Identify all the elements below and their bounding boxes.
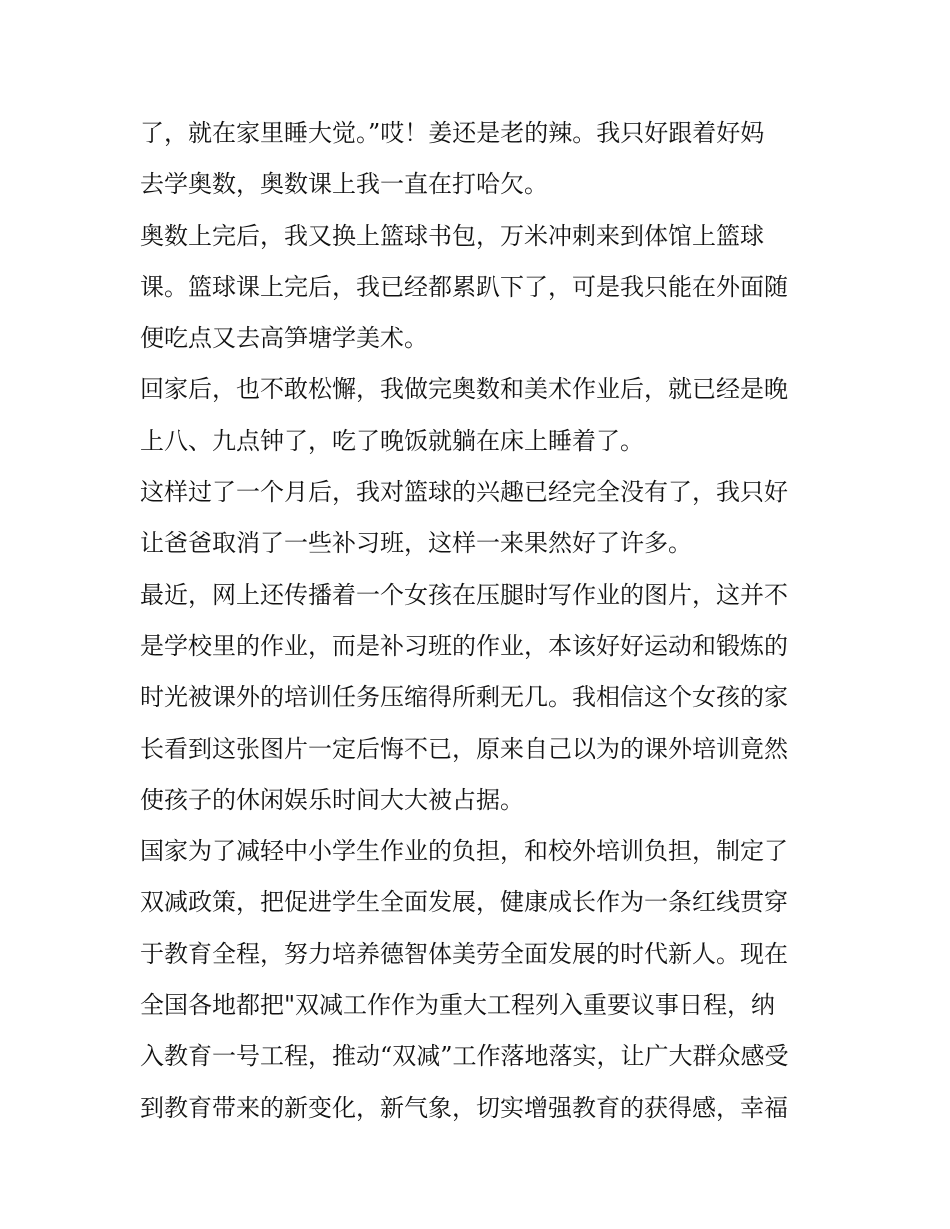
text-line: 了，就在家里睡大觉。”哎！姜还是老的辣。我只好跟着好妈	[140, 119, 765, 147]
text-line: 这样过了一个月后，我对篮球的兴趣已经完全没有了，我只好	[140, 478, 788, 507]
text-line: 双减政策，把促进学生全面发展，健康成长作为一条红线贯穿	[140, 888, 788, 917]
text-line: 国家为了减轻中小学生作业的负担，和校外培训负担，制定了	[140, 837, 788, 866]
text-line: 长看到这张图片一定后悔不已，原来自己以为的课外培训竟然	[140, 734, 788, 763]
text-line: 回家后，也不敢松懈，我做完奥数和美术作业后，就已经是晚	[140, 375, 788, 404]
text-line: 最近，网上还传播着一个女孩在压腿时写作业的图片，这并不	[140, 580, 788, 609]
text-line: 上八、九点钟了，吃了晚饭就躺在床上睡着了。	[140, 426, 644, 455]
text-line: 去学奥数，奥数课上我一直在打哈欠。	[140, 170, 548, 199]
text-line: 使孩子的休闲娱乐时间大大被占据。	[140, 785, 524, 814]
text-line: 是学校里的作业，而是补习班的作业，本该好好运动和锻炼的	[140, 631, 788, 660]
text-line: 于教育全程，努力培养德智体美劳全面发展的时代新人。现在	[140, 939, 788, 968]
text-line: 课。篮球课上完后，我已经都累趴下了，可是我只能在外面随	[140, 272, 788, 301]
body-text	[140, 108, 820, 1134]
text-line: 便吃点又去高笋塘学美术。	[140, 324, 428, 353]
text-line: 奥数上完后，我又换上篮球书包，万米冲刺来到体馆上篮球	[140, 221, 764, 250]
text-line: 让爸爸取消了一些补习班，这样一来果然好了许多。	[140, 529, 692, 558]
text-line: 到教育带来的新变化，新气象，切实增强教育的获得感，幸福	[140, 1093, 788, 1122]
text-line: 时光被课外的培训任务压缩得所剩无几。我相信这个女孩的家	[140, 683, 788, 712]
text-line: 入教育一号工程，推动“双减”工作落地落实，让广大群众感受	[140, 1042, 789, 1071]
text-line: 全国各地都把"双减工作作为重大工程列入重要议事日程，纳	[140, 991, 776, 1020]
